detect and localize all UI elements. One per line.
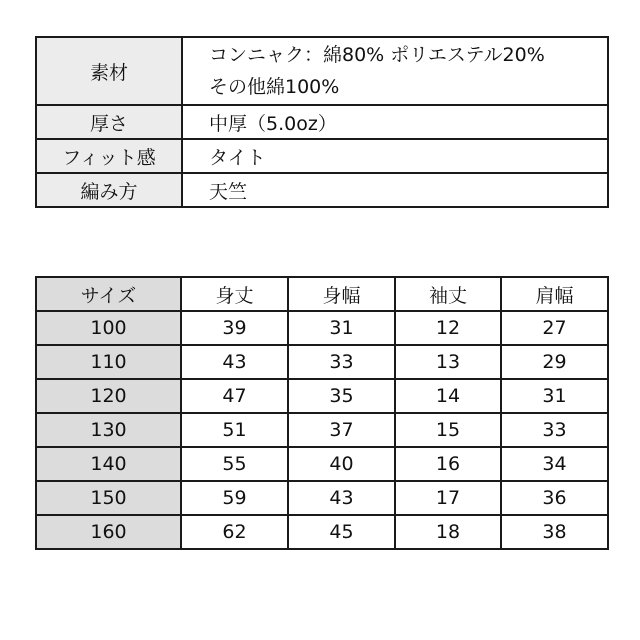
shoulder-width-cell: 38 <box>501 515 608 549</box>
body-width-cell: 45 <box>288 515 395 549</box>
header-body-length: 身丈 <box>181 277 288 311</box>
body-width-cell: 31 <box>288 311 395 345</box>
spec-label: 厚さ <box>36 105 182 139</box>
spec-label: フィット感 <box>36 139 182 173</box>
header-sleeve-length: 袖丈 <box>395 277 501 311</box>
body-length-cell: 39 <box>181 311 288 345</box>
sleeve-length-cell: 17 <box>395 481 501 515</box>
spec-row-knit <box>36 173 608 207</box>
shoulder-width-cell: 36 <box>501 481 608 515</box>
table-row <box>36 311 608 345</box>
body-length-cell: 59 <box>181 481 288 515</box>
spec-value: 中厚（5.0oz） <box>182 105 608 139</box>
shoulder-width-cell: 33 <box>501 413 608 447</box>
size-cell: 100 <box>36 311 181 345</box>
body-width-cell: 33 <box>288 345 395 379</box>
body-length-cell: 43 <box>181 345 288 379</box>
size-cell: 140 <box>36 447 181 481</box>
size-cell: 150 <box>36 481 181 515</box>
spec-value: タイト <box>182 139 608 173</box>
sleeve-length-cell: 14 <box>395 379 501 413</box>
table-row <box>36 447 608 481</box>
sleeve-length-cell: 15 <box>395 413 501 447</box>
body-length-cell: 51 <box>181 413 288 447</box>
size-cell: 120 <box>36 379 181 413</box>
size-cell: 130 <box>36 413 181 447</box>
table-row <box>36 345 608 379</box>
body-width-cell: 37 <box>288 413 395 447</box>
spec-table <box>35 36 609 208</box>
size-table <box>35 276 609 550</box>
table-row <box>36 413 608 447</box>
spec-row-material <box>36 37 608 105</box>
table-row <box>36 481 608 515</box>
spec-value <box>182 37 608 105</box>
shoulder-width-cell: 34 <box>501 447 608 481</box>
size-table-header-row <box>36 277 608 311</box>
header-shoulder-width: 肩幅 <box>501 277 608 311</box>
spec-value-line: その他綿100% <box>209 76 340 98</box>
spec-value: 天竺 <box>182 173 608 207</box>
shoulder-width-cell: 27 <box>501 311 608 345</box>
body-width-cell: 40 <box>288 447 395 481</box>
header-size: サイズ <box>36 277 181 311</box>
body-length-cell: 47 <box>181 379 288 413</box>
spec-row-fit <box>36 139 608 173</box>
spec-row-thickness <box>36 105 608 139</box>
body-length-cell: 62 <box>181 515 288 549</box>
body-length-cell: 55 <box>181 447 288 481</box>
body-width-cell: 35 <box>288 379 395 413</box>
body-width-cell: 43 <box>288 481 395 515</box>
table-row <box>36 515 608 549</box>
shoulder-width-cell: 29 <box>501 345 608 379</box>
size-cell: 160 <box>36 515 181 549</box>
sleeve-length-cell: 16 <box>395 447 501 481</box>
spec-label: 素材 <box>36 37 182 105</box>
header-body-width: 身幅 <box>288 277 395 311</box>
table-row <box>36 379 608 413</box>
spec-value-line: コンニャク：綿80% ポリエステル20% <box>209 44 545 66</box>
sleeve-length-cell: 13 <box>395 345 501 379</box>
sleeve-length-cell: 12 <box>395 311 501 345</box>
spec-label: 編み方 <box>36 173 182 207</box>
sleeve-length-cell: 18 <box>395 515 501 549</box>
shoulder-width-cell: 31 <box>501 379 608 413</box>
size-cell: 110 <box>36 345 181 379</box>
